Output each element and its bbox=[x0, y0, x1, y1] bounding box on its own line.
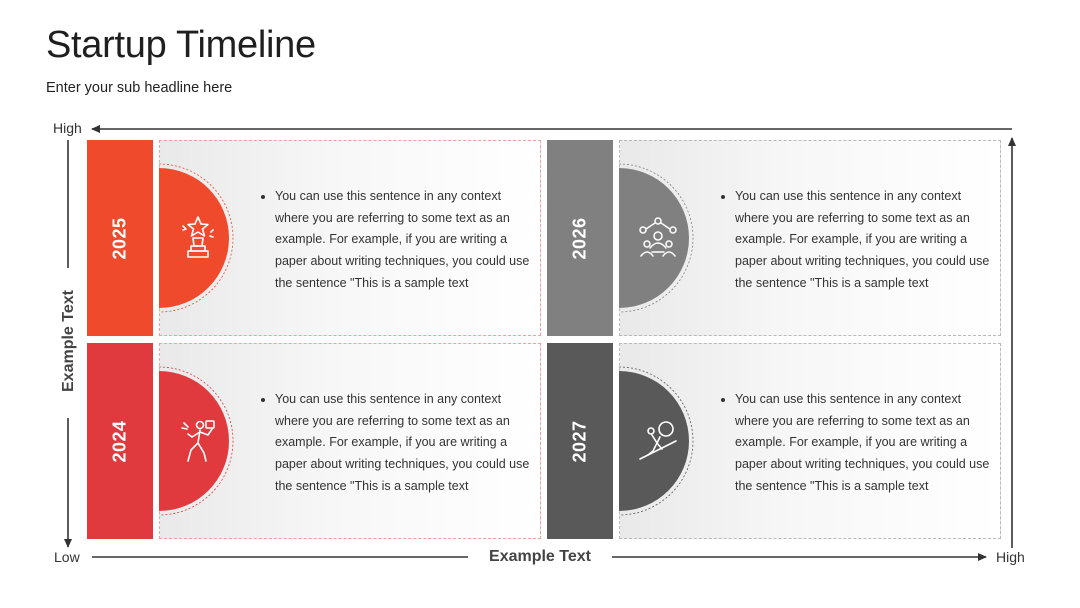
bullet-list-2025 bbox=[257, 186, 535, 295]
page-title: Startup Timeline bbox=[46, 24, 316, 66]
timeline-card-2026 bbox=[547, 140, 1001, 336]
pushing-boulder-icon bbox=[638, 417, 678, 463]
y-axis-low-label: Low bbox=[54, 549, 80, 565]
team-network-icon bbox=[638, 214, 678, 260]
x-axis-title: Example Text bbox=[489, 548, 591, 565]
page-subtitle: Enter your sub headline here bbox=[46, 80, 233, 96]
timeline-card-2024 bbox=[87, 343, 541, 539]
bullet-text-2026: • You can use this sentence in any context where you are referring to some text as an example. For example, if you are writing a paper about writing techniques, you could use the sentence "This is a sample text bbox=[735, 186, 995, 295]
year-label-2027: 2027 bbox=[569, 419, 590, 463]
bullet-text-2025: • You can use this sentence in any context where you are referring to some text as an example. For example, if you are writing a paper about writing techniques, you could use the sentence "This is a sample text bbox=[275, 186, 535, 295]
struggling-person-icon bbox=[178, 417, 218, 463]
trophy-icon bbox=[178, 214, 218, 260]
year-label-2025: 2025 bbox=[109, 216, 130, 260]
year-label-2024: 2024 bbox=[109, 419, 130, 463]
y-axis-high-label: High bbox=[53, 120, 82, 136]
timeline-card-2027 bbox=[547, 343, 1001, 539]
bullet-list-2024 bbox=[257, 389, 535, 498]
bullet-text-2024: • You can use this sentence in any context where you are referring to some text as an example. For example, if you are writing a paper about writing techniques, you could use the sentence "This is a sample text bbox=[275, 389, 535, 498]
bullet-list-2027 bbox=[717, 389, 995, 498]
bullet-list-2026 bbox=[717, 186, 995, 295]
x-axis-high-label: High bbox=[996, 549, 1025, 565]
year-label-2026: 2026 bbox=[569, 216, 590, 260]
timeline-card-2025 bbox=[87, 140, 541, 336]
bullet-text-2027: • You can use this sentence in any context where you are referring to some text as an example. For example, if you are writing a paper about writing techniques, you could use the sentence "This is a sample text bbox=[735, 389, 995, 498]
y-axis-title: Example Text bbox=[60, 290, 77, 392]
